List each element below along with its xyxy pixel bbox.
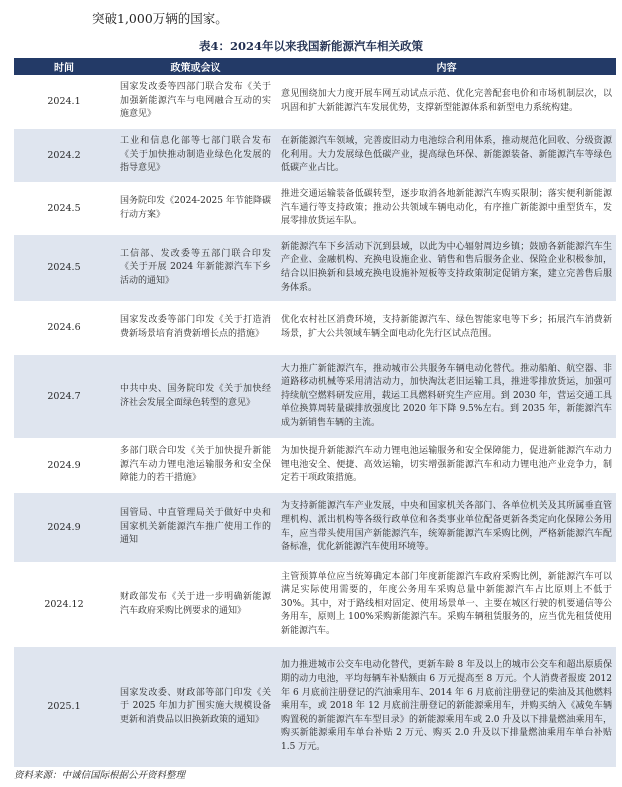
row-policy: 国家发改委等四部门联合发布《关于加强新能源汽车与电网融合互动的实施意见》: [120, 82, 271, 120]
row-policy: 财政部发布《关于进一步明确新能源汽车政府采购比例要求的通知》: [120, 591, 271, 616]
row-date: 2024.5: [47, 262, 81, 274]
row-date: 2025.1: [47, 701, 81, 713]
source-note: 资料来源：中诚信国际根据公开资料整理: [14, 770, 186, 781]
row-content: 加力推进城市公交车电动化替代，更新车龄 8 年及以上的城市公交车和超出原质保期的动力电池，平均每辆车补贴额由 6 万元提高至 8 万元。个人消费者报废 2012 年 6 月底前注册登记的汽油乘用车、2014 年 6 月底前注册登记的柴油及其他燃料乘用车，或 2018 年 12 月底前注册登记的新能源乘用车，并购买纳入《减免车辆购置税的新能源汽车车型目录》的新能源乘用车或 2.0 升及以下排量燃油乘用车，购买新能源乘用车单台补贴 2 万元、购买 2.0 升及以下排量燃油乘用车单台补贴 1.5 万元。: [281, 660, 612, 752]
row-date: 2024.5: [47, 202, 81, 214]
row-policy: 国务院印发《2024-2025 年节能降碳行动方案》: [120, 195, 271, 220]
row-date: 2024.7: [47, 390, 81, 402]
row-policy: 工业和信息化部等七部门联合发布《关于加快推动制造业绿色化发展的指导意见》: [120, 136, 271, 174]
row-content: 推进交通运输装备低碳转型，逐步取消各地新能源汽车购买限制；落实便利新能源汽车通行等支持政策；推动公共领域车辆电动化，有序推广新能源中重型货车，发展零排放货运车队。: [281, 189, 612, 227]
row-content: 为加快提升新能源汽车动力锂电池运输服务和安全保障能力，促进新能源汽车动力锂电池安全、便捷、高效运输，切实增强新能源汽车和动力锂电池产业竞争力，制定若干项政策措施。: [281, 446, 612, 484]
row-policy: 国管局、中直管理局关于做好中央和国家机关新能源汽车推广使用工作的通知: [120, 508, 271, 546]
row-date: 2024.12: [44, 598, 84, 610]
row-date: 2024.2: [47, 149, 81, 161]
table-row: [14, 302, 616, 355]
row-policy: 国家发改委等部门印发《关于打造消费新场景培育消费新增长点的措施》: [120, 315, 271, 339]
row-date: 2024.9: [47, 521, 81, 533]
row-content: 大力推广新能源汽车，推动城市公共服务车辆电动化替代。推动船舶、航空器、非道路移动机械等采用清洁动力，加快淘汰老旧运输工具，推进零排放货运，加强可持续航空燃料研发应用，载运工具燃料研究生产应用。到 2030 年，营运交通工具单位换算周转量碳排放强度比 2020 年下降 9.5%左右。到 2035 年，新能源汽车成为新销售车辆的主流。: [281, 363, 612, 428]
table-row: [14, 129, 616, 183]
table-row: [14, 439, 616, 493]
row-policy: 国家发改委、财政部等部门印发《关于 2025 年加力扩围实施大规模设备更新和消费品以旧换新政策的通知》: [120, 687, 271, 725]
row-content: 在新能源汽车领域，完善废旧动力电池综合利用体系，推动规范化回收、分级资源化利用。大力发展绿色低碳产业，提高绿色环保、新能源装备、新能源汽车等绿色低碳产业占比。: [281, 136, 612, 174]
table-row: [14, 75, 616, 129]
row-content: 新能源汽车下乡活动下沉到县域，以此为中心辐射周边乡镇；鼓励各新能源汽车生产企业、金融机构、充换电设施企业、销售和售后服务企业、保险企业积极参加，结合以旧换新和县域充换电设施补短板等支持政策制定促销方案，建立完善售后服务体系。: [281, 241, 612, 293]
row-date: 2024.1: [47, 95, 81, 107]
row-date: 2024.6: [47, 322, 81, 334]
row-policy: 多部门联合印发《关于加快提升新能源汽车动力锂电池运输服务和安全保障能力的若干措施》: [120, 446, 271, 484]
policy-table: [14, 58, 616, 768]
row-content: 意见围绕加大力度开展车网互动试点示范、优化完善配套电价和市场机制层次，以巩固和扩大新能源汽车发展优势，支撑新型能源体系和新型电力系统构建。: [281, 88, 612, 113]
table-row: [14, 647, 616, 768]
row-content: 主管预算单位应当统筹确定本部门年度新能源汽车政府采购比例，新能源汽车可以满足实际使用需要的，年度公务用车采购总量中新能源汽车占比原则上不低于 30%。其中，对于路线相对固定、使用场景单一、主要在城区行驶的机要通信等公务用车，原则上 100%采购新能源汽车。采购车辆租赁服务的，应当优先租赁使用新能源汽车。: [281, 571, 612, 636]
table-row: [14, 355, 616, 439]
intro-text: 突破1,000万辆的国家。: [92, 11, 228, 26]
row-policy: 工信部、发改委等五部门联合印发《关于开展 2024 年新能源汽车下乡活动的通知》: [120, 248, 271, 286]
row-content: 优化农村社区消费环境，支持新能源汽车、绿色智能家电等下乡；拓展汽车消费新场景，扩大公共领域车辆全面电动化先行区试点范围。: [281, 315, 612, 339]
header-time: 时间: [54, 63, 74, 74]
table-caption: 表4：2024年以来我国新能源汽车相关政策: [198, 39, 423, 53]
header-policy: 政策或会议: [170, 63, 221, 74]
row-date: 2024.9: [47, 459, 81, 471]
row-policy: 中共中央、国务院印发《关于加快经济社会发展全面绿色转型的意见》: [120, 383, 271, 408]
table-row: [14, 493, 616, 563]
table-row: [14, 183, 616, 235]
table-row: [14, 563, 616, 647]
table-row: [14, 235, 616, 302]
row-content: 为支持新能源汽车产业发展，中央和国家机关各部门、各单位机关及其所属垂直管理机构、派出机构等各级行政单位和各类事业单位配备更新各类定向化保障公务用车，应当带头使用国产新能源汽车，统筹新能源汽车采购比例，严格新能源汽车配备标准，优化新能源汽车使用环境等。: [281, 501, 612, 553]
header-content: 内容: [436, 63, 457, 74]
table-header: [14, 58, 616, 75]
